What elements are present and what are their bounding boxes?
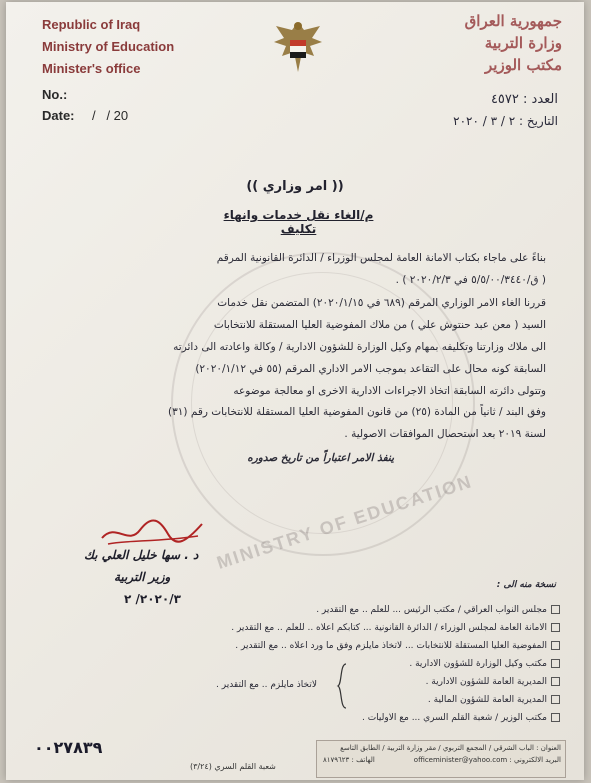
signatory-role: وزير التربية [114, 570, 171, 584]
body-line: وتتولى دائرته السابقة اتخاذ الاجراءات الادارية الاخرى او معالجة موضوعه [233, 385, 546, 397]
header-ar-republic: جمهورية العراق [464, 12, 562, 30]
copy-item: الامانة العامة لمجلس الوزراء / الدائرة القانونية ... كتابكم اعلاه .. للعلم .. مع التقدير . [231, 623, 560, 633]
header-en-office: Minister's office [42, 61, 141, 76]
footer-box [316, 740, 566, 778]
document-page [6, 2, 584, 780]
watermark-text: MINISTRY OF EDUCATION [214, 471, 476, 573]
body-line: السابقة كونه محال على التقاعد بموجب الامر الاداري المرقم (٥٥ في ٢٠٢٠/١/١٢) [195, 363, 546, 375]
signature-date: ٢٠٢٠/٣/ ٢ [124, 592, 181, 606]
body-line: قررنا الغاء الامر الوزاري المرقم (٦٨٩ في ٢٠٢٠/١/١٥) المتضمن نقل خدمات [217, 297, 546, 309]
date-value: / / 20 [92, 108, 129, 123]
header-en-ministry: Ministry of Education [42, 39, 175, 54]
ar-date: التاريخ : ٢ / ٣ / ٢٠٢٠ [453, 114, 558, 128]
effective-line: ينفذ الامر اعتباراً من تاريخ صدوره [247, 452, 394, 464]
copy-item: مجلس النواب العراقي / مكتب الرئيس ... للعلم .. مع التقدير . [316, 605, 560, 615]
footer-email: البريد الالكتروني : officeminister@yahoo.com [413, 756, 561, 764]
footer-phone: الهاتف : ٨١٧٩٦٢٣ [323, 756, 375, 764]
copy-item: مكتب الوزير / شعبة القلم السري ... مع الاوليات . [362, 713, 560, 723]
no-label: No.: [42, 87, 68, 102]
footer-address: العنوان : الباب الشرقي / المجمع التربوي / مقر وزارة التربية / الطابق التاسع [340, 744, 561, 752]
copy-item: المديرية العامة للشؤون الادارية . [426, 677, 560, 687]
header-ar-ministry: وزارة التربية [484, 34, 562, 52]
copy-item: المديرية العامة للشؤون المالية . [428, 695, 560, 705]
subject-line: م/الغاء نقل خدمات وانهاء تكليف [223, 208, 374, 236]
body-line: لسنة ٢٠١٩ بعد استحصال الموافقات الاصولية . [344, 428, 546, 440]
signatory-name: د . سها خليل العلي بك [84, 548, 199, 562]
body-line: الى ملاك وزارتنا وتكليفه بمهام وكيل الوزارة للشؤون الادارية / وكالة واعادته الى دائرته [173, 341, 546, 353]
brace-note: لاتخاذ مايلزم .. مع التقدير . [216, 680, 317, 690]
ar-number: العدد : ٤٥٧٢ [490, 92, 558, 107]
copy-item: المفوضية العليا المستقلة للانتخابات ... لاتخاذ مايلزم وفق ما ورد اعلاه .. مع التقدير . [235, 641, 560, 651]
body-line: وفق البند / ثانياً من المادة (٢٥) من قانون المفوضية العليا المستقلة للانتخابات رقم (٣١) [168, 406, 546, 418]
serial-number: ٠٠٢٧٨٣٩ [34, 738, 103, 757]
iraq-eagle-emblem-icon [268, 16, 328, 78]
order-title: (( امر وزاري )) [246, 179, 344, 194]
date-label: Date: [42, 108, 75, 123]
body-line: بناءً على ماجاء بكتاب الامانة العامة لمجلس الوزراء / الدائرة القانونية المرقم [216, 252, 546, 264]
footer-small-note: شعبة القلم السري (٣/٢٤) [190, 762, 276, 771]
body-line: ( ق/٥/٥/٠٠/٣٤٤٠ في ٢٠٢٠/٢/٣ ) . [395, 274, 546, 286]
header-en-republic: Republic of Iraq [42, 17, 141, 32]
brace-icon [336, 662, 348, 710]
signature-scribble-icon [98, 512, 208, 552]
copy-item: مكتب وكيل الوزارة للشؤون الادارية . [409, 659, 560, 669]
copies-heading: نسخة منه الى : [496, 580, 556, 590]
header-ar-office: مكتب الوزير [485, 56, 562, 74]
body-line: السيد ( معن عبد حنتوش علي ) من ملاك المفوضية العليا المستقلة للانتخابات [213, 319, 546, 331]
